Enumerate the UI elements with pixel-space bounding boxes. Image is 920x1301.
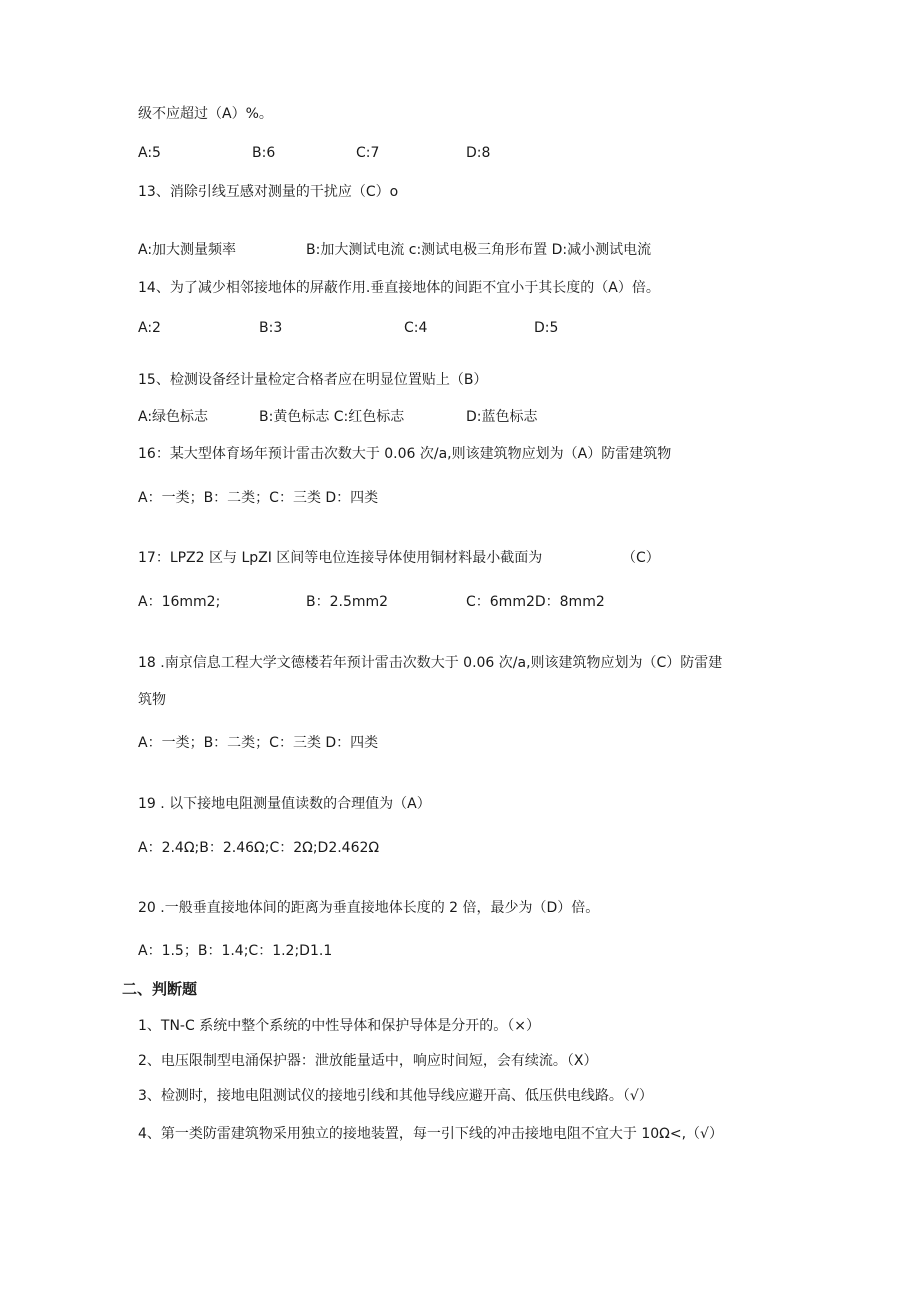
q15-option-d: D:蓝色标志 xyxy=(466,409,538,425)
q14-option-c: C:4 xyxy=(404,320,428,336)
tf-item-1: 1、TN-C 系统中整个系统的中性导体和保护导体是分开的。（×） xyxy=(138,1018,540,1034)
q14-question: 14、为了减少相邻接地体的屏蔽作用.垂直接地体的间距不宜小于其长度的（A）倍。 xyxy=(138,280,660,296)
q17-option-b: B：2.5mm2 xyxy=(306,594,389,610)
q13-option-a: A:加大测量频率 xyxy=(138,242,237,258)
tf-item-3: 3、检测时，接地电阻测试仪的接地引线和其他导线应避开高、低压供电线路。（√） xyxy=(138,1088,653,1104)
q20-question: 20 .一般垂直接地体间的距离为垂直接地体长度的 2 倍，最少为（D）倍。 xyxy=(138,900,600,916)
q12-continuation: 级不应超过（A）%。 xyxy=(138,106,273,122)
q17-option-a: A：16mm2; xyxy=(138,594,221,610)
q17-answer: （C） xyxy=(622,550,660,566)
q19-options: A：2.4Ω;B：2.46Ω;C：2Ω;D2.462Ω xyxy=(138,840,380,856)
section-heading-true-false: 二、判断题 xyxy=(122,980,198,998)
tf-item-2: 2、电压限制型电涌保护器：泄放能量适中，响应时间短，会有续流。（X） xyxy=(138,1053,598,1069)
q18-options: A：一类；B：二类；C：三类 D：四类 xyxy=(138,735,379,751)
q12-option-c: C:7 xyxy=(356,145,380,161)
q14-option-a: A:2 xyxy=(138,320,161,336)
q12-option-b: B:6 xyxy=(252,145,276,161)
q12-option-a: A:5 xyxy=(138,145,161,161)
q15-option-bc: B:黄色标志 C:红色标志 xyxy=(259,409,405,425)
q18-question-line2: 筑物 xyxy=(138,692,166,708)
q15-option-a: A:绿色标志 xyxy=(138,409,209,425)
q16-question: 16：某大型体育场年预计雷击次数大于 0.06 次/a,则该建筑物应划为（A）防雷建筑物 xyxy=(138,446,672,462)
q14-option-b: B:3 xyxy=(259,320,283,336)
q13-question: 13、消除引线互感对测量的干扰应（C）o xyxy=(138,184,399,200)
q15-question: 15、检测设备经计量检定合格者应在明显位置贴上（B） xyxy=(138,372,488,388)
q14-option-d: D:5 xyxy=(534,320,559,336)
q17-question: 17：LPZ2 区与 LpZI 区间等电位连接导体使用铜材料最小截面为 xyxy=(138,550,543,566)
tf-item-4: 4、第一类防雷建筑物采用独立的接地装置，每一引下线的冲击接地电阻不宜大于 10Ω<,（√） xyxy=(138,1126,723,1142)
q20-options: A：1.5；B：1.4;C：1.2;D1.1 xyxy=(138,943,333,959)
q13-option-bcd: B:加大测试电流 c:测试电极三角形布置 D:减小测试电流 xyxy=(306,242,652,258)
q19-question: 19 . 以下接地电阻测量值读数的合理值为（A） xyxy=(138,796,431,812)
q16-options: A：一类；B：二类；C：三类 D：四类 xyxy=(138,490,379,506)
q18-question-line1: 18 .南京信息工程大学文德楼若年预计雷击次数大于 0.06 次/a,则该建筑物应划为（C）防雷建 xyxy=(138,655,723,671)
q17-option-cd: C：6mm2D：8mm2 xyxy=(466,594,605,610)
q12-option-d: D:8 xyxy=(466,145,491,161)
